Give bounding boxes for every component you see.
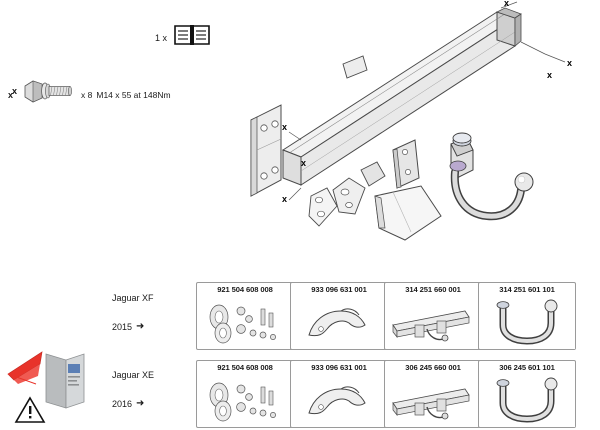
crossbar-art-2 <box>385 373 481 427</box>
part-code-2-3: 306 245 660 001 <box>405 363 461 372</box>
model-year-2: 2016 <box>112 398 133 409</box>
towbar-arm-art-2 <box>479 373 575 427</box>
part-code-2-1: 921 504 608 008 <box>217 363 273 372</box>
arrow-icon-1: ➜ <box>136 321 145 332</box>
cursor-arrow-icon <box>8 352 42 384</box>
model-row-2-labels <box>112 370 202 409</box>
part-card-crossbar-2[interactable] <box>384 360 482 428</box>
warning-triangle-icon <box>16 398 44 422</box>
detachable-towball-neck <box>450 133 533 216</box>
crossbar-art-1 <box>385 295 481 349</box>
manual-booklet-icon <box>46 354 84 408</box>
towbar-arm-bracket <box>343 56 367 78</box>
mounting-plate-right <box>393 140 419 188</box>
card-fold-1-4 <box>566 340 575 349</box>
x-marker-6: x <box>301 158 307 168</box>
model-name-1: Jaguar XF <box>112 293 154 303</box>
arrow-icon-2: ➜ <box>136 398 145 409</box>
towbar-assembly-diagram <box>215 0 600 262</box>
part-card-crossbar-1[interactable] <box>384 282 482 350</box>
part-card-wrench-1[interactable] <box>290 282 388 350</box>
part-code-2-4: 306 245 601 101 <box>499 363 555 372</box>
open-book-icon <box>173 22 213 53</box>
part-code-1-1: 921 504 608 008 <box>217 285 273 294</box>
part-code-1-3: 314 251 660 001 <box>405 285 461 294</box>
x-marker-5: x <box>282 194 288 204</box>
bolt-quantity-label: x 8 <box>81 89 93 100</box>
manual-spec-row <box>155 22 213 53</box>
part-card-towbar-arm-2[interactable] <box>478 360 576 428</box>
model-year-1: 2015 <box>112 321 133 332</box>
wrench-art-1 <box>291 295 387 349</box>
manual-note-group <box>6 350 106 424</box>
socket-plate <box>375 186 441 240</box>
bolt-torque-label: M14 x 55 at 148Nm <box>96 89 171 100</box>
fasteners-art-2 <box>197 373 293 427</box>
x-marker-1: x <box>504 0 510 8</box>
wrench-art-2 <box>291 373 387 427</box>
part-code-1-4: 314 251 601 101 <box>499 285 555 294</box>
towbar-arm-art-1 <box>479 295 575 349</box>
model-row-1-labels <box>112 293 202 332</box>
mounting-plate-left <box>251 105 281 196</box>
part-code-2-2: 933 096 631 001 <box>311 363 367 372</box>
part-card-wrench-2[interactable] <box>290 360 388 428</box>
part-card-towbar-arm-1[interactable] <box>478 282 576 350</box>
fasteners-art-1 <box>197 295 293 349</box>
card-fold-2-4 <box>566 418 575 427</box>
model-name-2: Jaguar XE <box>112 370 155 380</box>
manual-quantity-label: 1 x <box>155 32 168 43</box>
x-marker-bolt: x <box>12 86 18 96</box>
x-marker-4: x <box>282 122 288 132</box>
x-marker-3: x <box>547 70 553 80</box>
part-code-1-2: 933 096 631 001 <box>311 285 367 294</box>
part-card-fasteners-2[interactable] <box>196 360 294 428</box>
bolt-icon <box>17 78 77 111</box>
bolt-spec-row <box>8 78 171 111</box>
part-card-fasteners-1[interactable] <box>196 282 294 350</box>
bolt-spec-x-prefix: x <box>8 89 14 100</box>
x-marker-2: x <box>567 58 573 68</box>
